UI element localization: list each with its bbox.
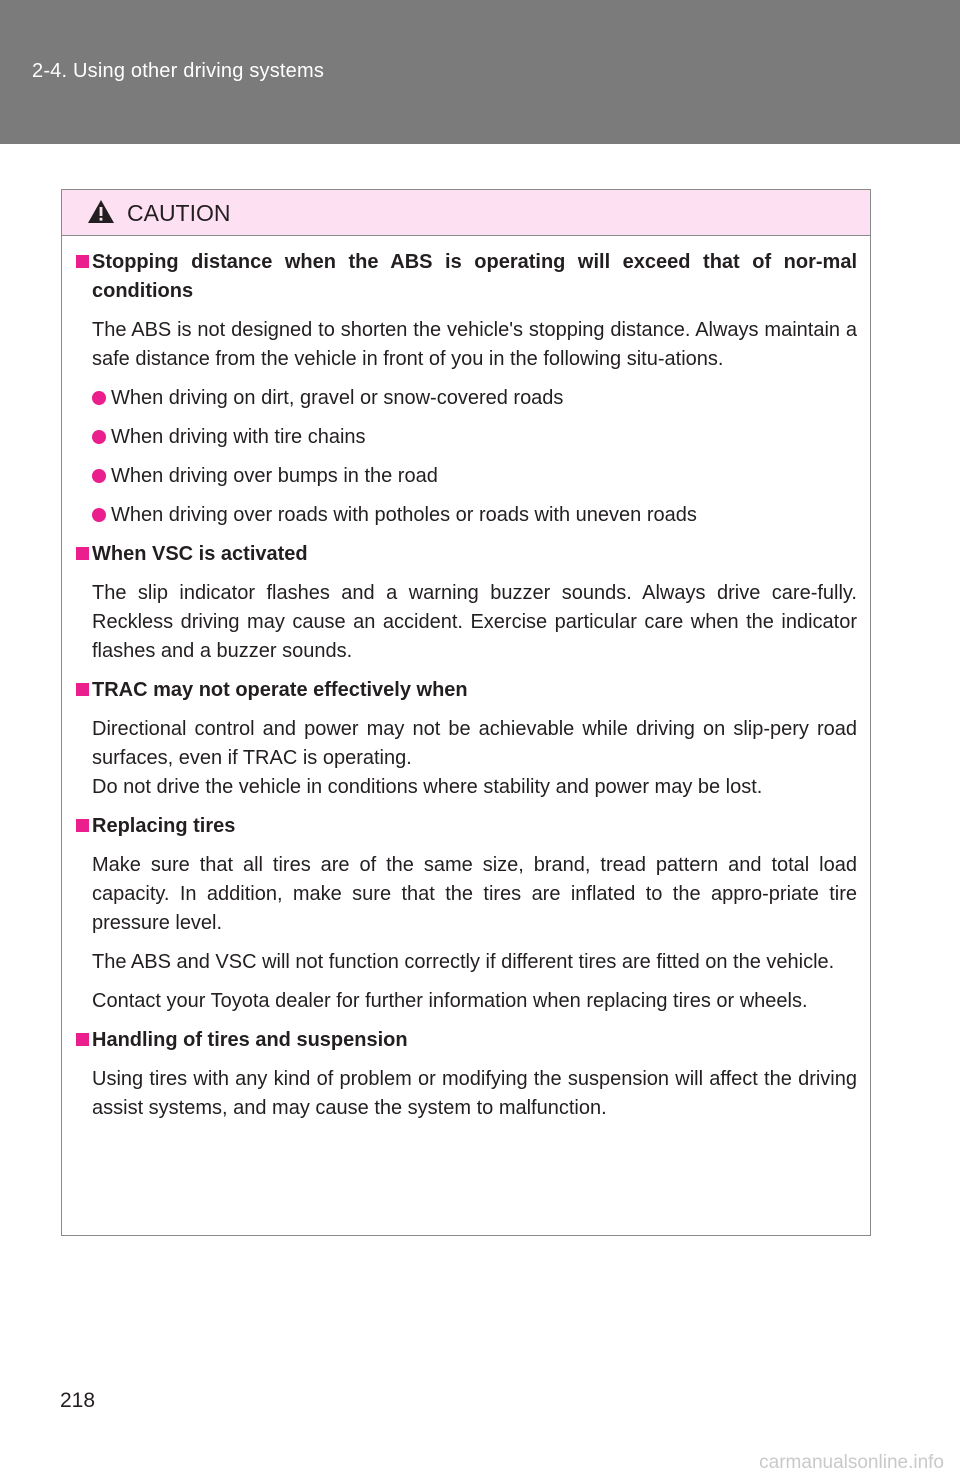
list-item: When driving over roads with potholes or roads with uneven roads xyxy=(77,501,857,530)
square-bullet-icon xyxy=(76,1033,89,1046)
watermark: carmanualsonline.info xyxy=(759,1452,944,1473)
square-bullet-icon xyxy=(76,683,89,696)
paragraph: Using tires with any kind of problem or modifying the suspension will affect the driving assist systems, and may cause the system to malfunction. xyxy=(92,1068,857,1119)
caution-box xyxy=(61,189,871,1236)
caution-body xyxy=(62,236,870,1123)
square-bullet-icon xyxy=(76,819,89,832)
section-title: Replacing tires xyxy=(77,812,857,841)
section-vsc-activated xyxy=(77,540,857,666)
circle-bullet-icon xyxy=(92,391,106,405)
warning-triangle-icon xyxy=(87,199,115,224)
list-item: When driving over bumps in the road xyxy=(77,462,857,491)
list-item: When driving with tire chains xyxy=(77,423,857,452)
circle-bullet-icon xyxy=(92,508,106,522)
section-title: Stopping distance when the ABS is operating will exceed that of nor-mal conditions xyxy=(77,248,857,306)
section-title: Handling of tires and suspension xyxy=(77,1026,857,1055)
paragraph: The slip indicator flashes and a warning buzzer sounds. Always drive care-fully. Reckless driving may cause an accident. Exercise particular care when the indicator flashes and a buzzer sounds. xyxy=(92,582,857,662)
paragraph: Do not drive the vehicle in conditions where stability and power may be lost. xyxy=(92,776,763,798)
paragraph: Directional control and power may not be achievable while driving on slip-pery road surfaces, even if TRAC is operating. xyxy=(92,718,857,769)
page-header xyxy=(0,0,960,144)
circle-bullet-icon xyxy=(92,469,106,483)
caution-label: CAUTION xyxy=(127,200,231,226)
square-bullet-icon xyxy=(76,255,89,268)
paragraph: The ABS and VSC will not function correctly if different tires are fitted on the vehicle. xyxy=(92,951,835,973)
caution-header xyxy=(62,190,870,236)
section-title: TRAC may not operate effectively when xyxy=(77,676,857,705)
paragraph: Contact your Toyota dealer for further information when replacing tires or wheels. xyxy=(92,990,808,1012)
paragraph: Make sure that all tires are of the same size, brand, tread pattern and total load capacity. In addition, make sure that the tires are inflated to the appro-priate tire pressure level. xyxy=(92,854,857,934)
section-trac xyxy=(77,676,857,802)
circle-bullet-icon xyxy=(92,430,106,444)
page-number: 218 xyxy=(60,1389,96,1412)
section-title: 2-4. Using other driving systems xyxy=(32,60,325,82)
section-title: When VSC is activated xyxy=(77,540,857,569)
section-abs-stopping-distance xyxy=(77,248,857,530)
list-item: When driving on dirt, gravel or snow-covered roads xyxy=(77,384,857,413)
paragraph: The ABS is not designed to shorten the vehicle's stopping distance. Always maintain a safe distance from the vehicle in front of you in the following situ-ations. xyxy=(92,319,857,370)
square-bullet-icon xyxy=(76,547,89,560)
section-replacing-tires xyxy=(77,812,857,1016)
section-tires-suspension xyxy=(77,1026,857,1123)
